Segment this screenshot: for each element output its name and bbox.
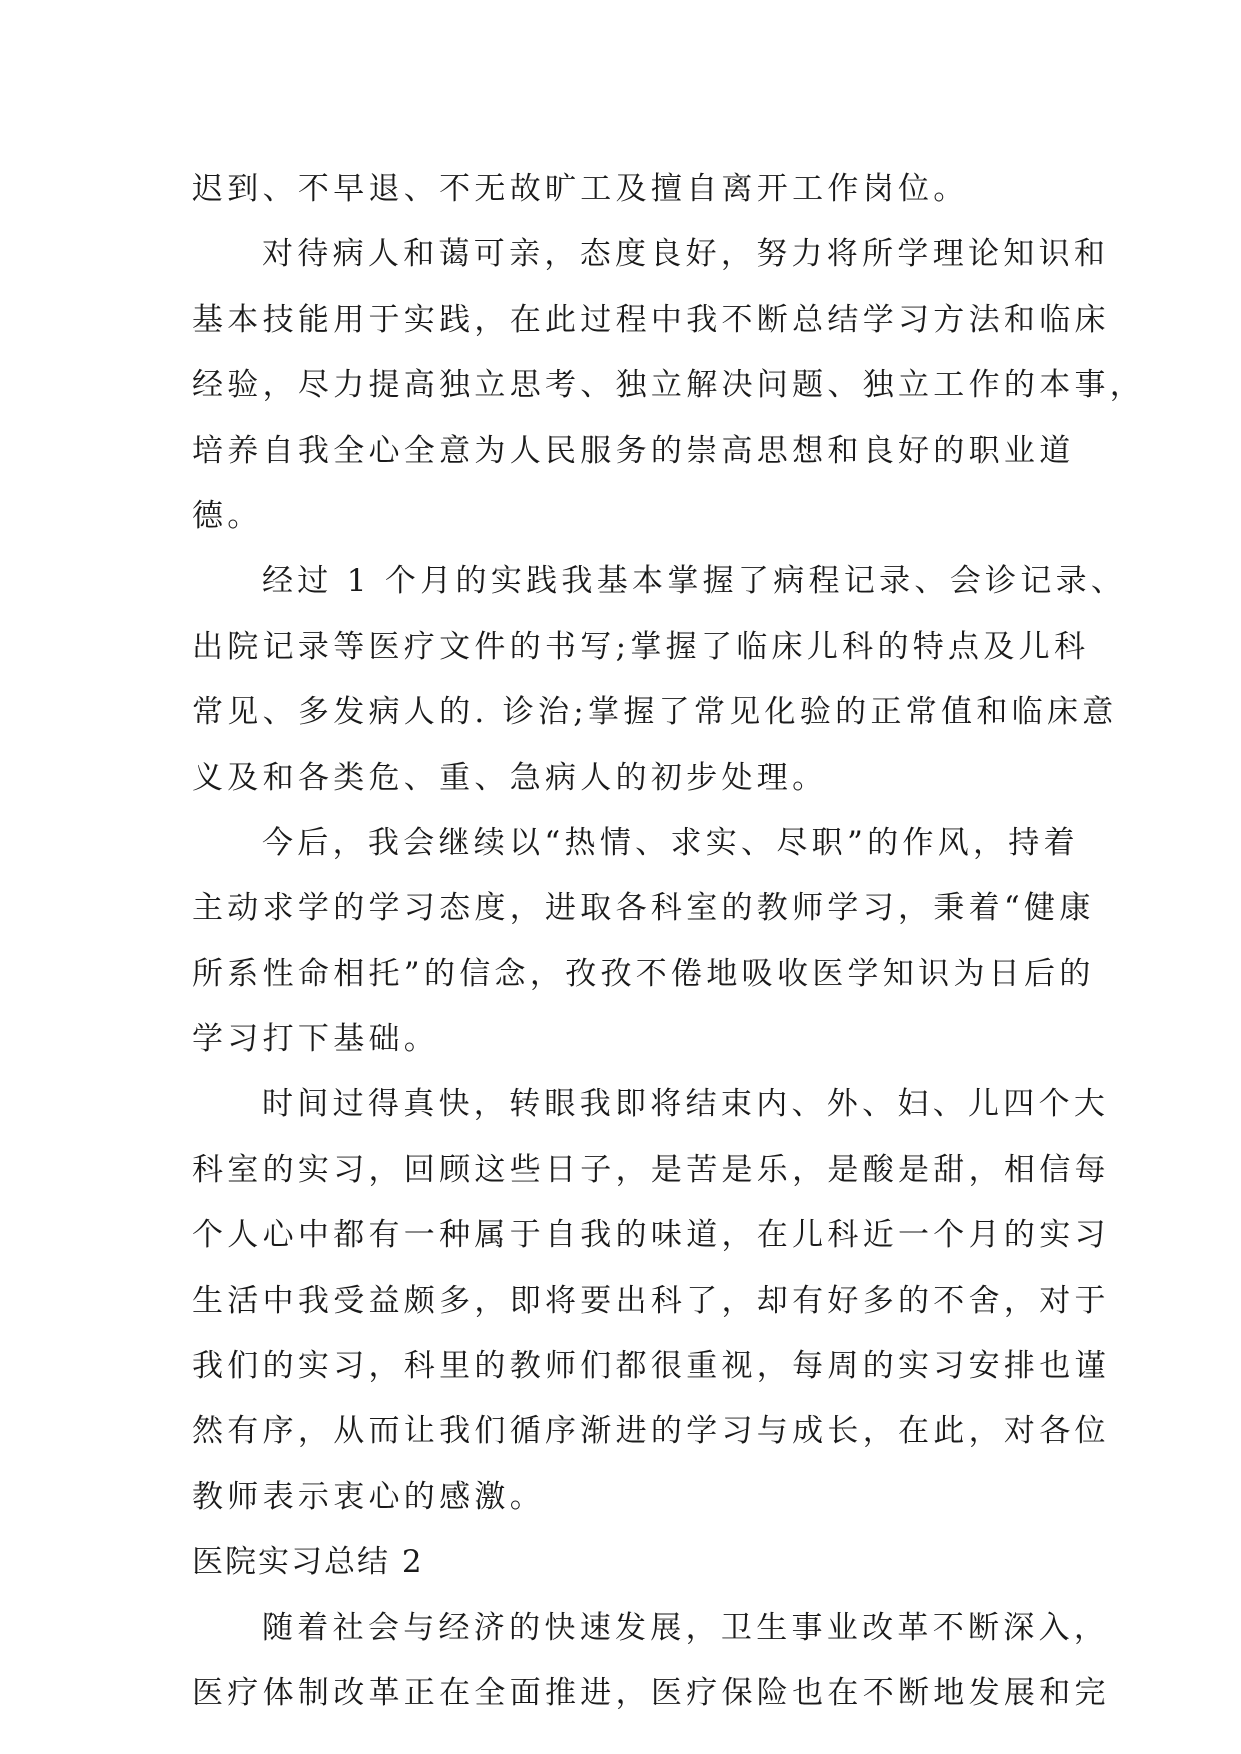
text-line: 迟到、不早退、不无故旷工及擅自离开工作岗位。 <box>192 171 969 207</box>
text-line: 经验，尽力提高独立思考、独立解决问题、独立工作的本事， <box>192 367 1146 404</box>
text-line: 义及和各类危、重、急病人的初步处理。 <box>192 759 828 796</box>
document-body <box>192 157 1146 1726</box>
text-line: 个人心中都有一种属于自我的味道，在儿科近一个月的实习 <box>192 1217 1110 1254</box>
text-line: 出院记录等医疗文件的书写;掌握了临床儿科的特点及儿科 <box>192 628 1090 665</box>
paragraph-start-line: 对待病人和蔼可亲，态度良好，努力将所学理论知识和 <box>262 236 1110 273</box>
text-line: 基本技能用于实践，在此过程中我不断总结学习方法和临床 <box>192 301 1110 338</box>
section-heading: 医院实习总结 2 <box>192 1544 424 1581</box>
paragraph-start-line: 今后，我会继续以“热情、求实、尽职”的作风，持着 <box>262 824 1079 861</box>
text-line: 医疗体制改革正在全面推进，医疗保险也在不断地发展和完 <box>192 1674 1110 1711</box>
text-line: 我们的实习，科里的教师们都很重视，每周的实习安排也谨 <box>192 1348 1110 1385</box>
text-line: 然有序，从而让我们循序渐进的学习与成长，在此，对各位 <box>192 1413 1110 1450</box>
text-line: 德。 <box>192 497 263 534</box>
text-line: 教师表示衷心的感激。 <box>192 1478 545 1515</box>
text-line: 科室的实习，回顾这些日子，是苦是乐，是酸是甜，相信每 <box>192 1151 1110 1188</box>
text-line: 主动求学的学习态度，进取各科室的教师学习，秉着“健康 <box>192 890 1095 927</box>
text-line: 常见、多发病人的. 诊治;掌握了常见化验的正常值和临床意 <box>192 694 1118 731</box>
text-line: 学习打下基础。 <box>192 1021 440 1058</box>
text-line: 培养自我全心全意为人民服务的崇高思想和良好的职业道 <box>192 432 1075 469</box>
paragraph-start-line: 时间过得真快，转眼我即将结束内、外、妇、儿四个大 <box>262 1086 1110 1123</box>
paragraph-start-line: 经过 1 个月的实践我基本掌握了病程记录、会诊记录、 <box>262 563 1127 600</box>
paragraph-start-line: 随着社会与经济的快速发展，卫生事业改革不断深入， <box>262 1609 1110 1646</box>
text-line: 生活中我受益颇多，即将要出科了，却有好多的不舍，对于 <box>192 1282 1110 1319</box>
text-line: 所系性命相托”的信念，孜孜不倦地吸收医学知识为日后的 <box>192 955 1095 992</box>
